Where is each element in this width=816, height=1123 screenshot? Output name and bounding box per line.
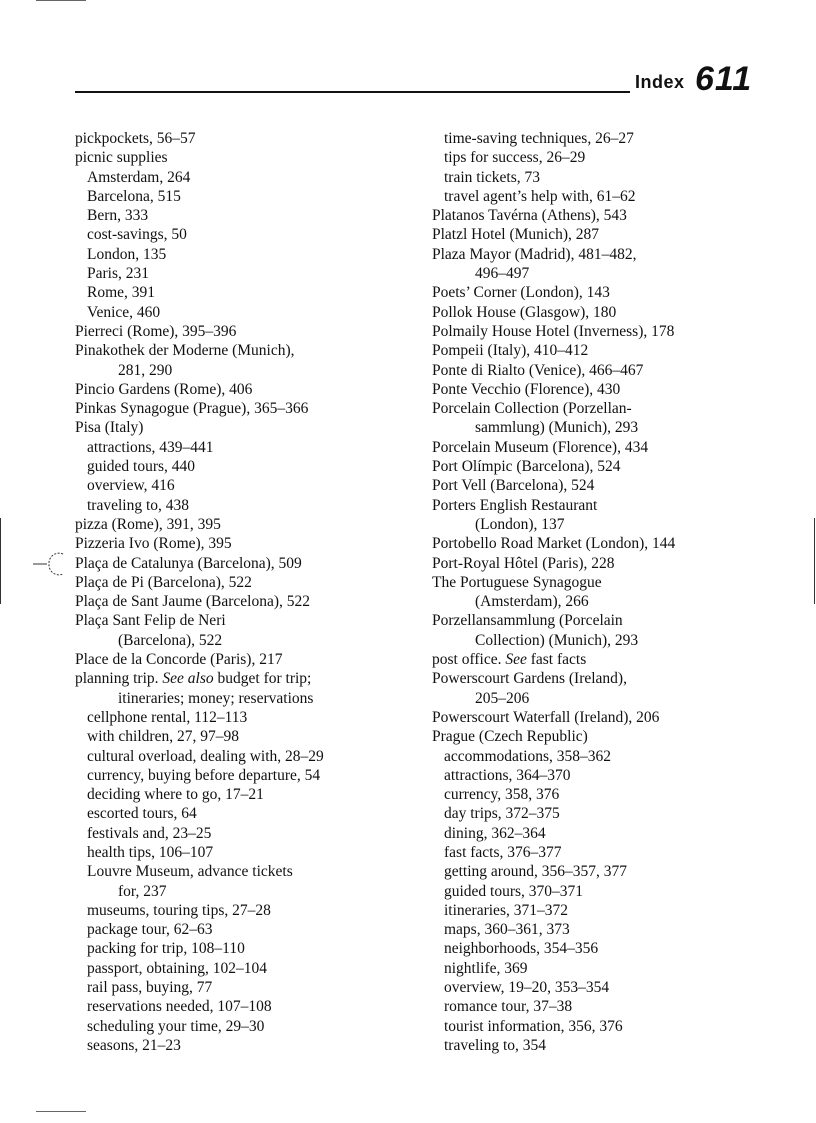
index-entry: The Portuguese Synagogue [432,573,602,591]
index-subentry: with children, 27, 97–98 [87,728,239,746]
index-subentry: escorted tours, 64 [87,805,197,823]
index-subentry: passport, obtaining, 102–104 [87,959,267,977]
index-entry: Portobello Road Market (London), 144 [432,535,676,553]
index-subentry: festivals and, 23–25 [87,824,212,842]
index-entry: Powerscourt Waterfall (Ireland), 206 [432,708,660,726]
index-subentry: travel agent’s help with, 61–62 [444,187,636,205]
index-subentry: Bern, 333 [87,207,149,225]
index-subentry: neighborhoods, 354–356 [444,940,599,958]
crop-mark-bottom [36,1111,86,1112]
index-entry-continuation: sammlung) (Munich), 293 [475,419,639,437]
index-subentry: itineraries, 371–372 [444,901,568,919]
index-subentry: overview, 416 [87,477,175,495]
index-entry: Pisa (Italy) [75,419,144,437]
index-subentry: cellphone rental, 112–113 [87,708,248,726]
index-entry: post office. See fast facts [432,651,587,669]
index-entry: Ponte Vecchio (Florence), 430 [432,380,621,398]
index-entry: Plaça Sant Felip de Neri [75,612,226,630]
index-entry: Plaza Mayor (Madrid), 481–482, [432,245,637,263]
index-entry: Pollok House (Glasgow), 180 [432,303,617,321]
index-subentry: time-saving techniques, 26–27 [444,130,634,147]
index-entry: Powerscourt Gardens (Ireland), [432,670,627,688]
index-entry-continuation: Collection) (Munich), 293 [475,631,639,649]
index-subentry: nightlife, 369 [444,959,528,977]
page-number: 611 [695,60,753,98]
index-subentry: cost-savings, 50 [87,226,187,244]
index-entry: Platanos Tavérna (Athens), 543 [432,207,627,225]
index-subentry: train tickets, 73 [444,168,540,186]
index-subentry: reservations needed, 107–108 [87,998,272,1016]
index-subentry: accommodations, 358–362 [444,747,612,765]
index-entry: planning trip. See also budget for trip; [75,670,312,688]
index-entry: Port-Royal Hôtel (Paris), 228 [432,554,615,572]
index-subentry: rail pass, buying, 77 [87,979,213,997]
index-subentry: dining, 362–364 [444,824,546,842]
index-entry: Ponte di Rialto (Venice), 466–467 [432,361,644,379]
index-subentry: scheduling your time, 29–30 [87,1017,265,1035]
index-subentry: Barcelona, 515 [87,187,181,205]
index-entry: Pinakothek der Moderne (Munich), [75,342,295,360]
index-subentry: day trips, 372–375 [444,805,560,823]
index-entry: Place de la Concorde (Paris), 217 [75,651,283,669]
index-entry-continuation: for, 237 [118,882,167,900]
index-subentry: museums, touring tips, 27–28 [87,901,271,919]
index-entry-continuation: (Amsterdam), 266 [475,593,589,611]
index-entry-continuation: 496–497 [475,265,530,283]
index-entry: Port Vell (Barcelona), 524 [432,477,595,495]
index-subentry: attractions, 364–370 [444,766,571,784]
index-subentry: traveling to, 438 [87,496,190,514]
header-rule [75,91,630,93]
index-subentry: tips for success, 26–29 [444,149,586,167]
index-entry-continuation: 281, 290 [118,361,173,379]
index-subentry: package tour, 62–63 [87,921,213,939]
index-column-left [75,129,420,1055]
index-entry: Prague (Czech Republic) [432,728,588,746]
index-entry: Pinkas Synagogue (Prague), 365–366 [75,400,309,418]
index-subentry: getting around, 356–357, 377 [444,863,627,881]
index-entry: pizza (Rome), 391, 395 [75,515,221,533]
index-subentry: romance tour, 37–38 [444,998,573,1016]
index-entry: Plaça de Pi (Barcelona), 522 [75,573,252,591]
index-subentry: guided tours, 370–371 [444,882,584,900]
index-subentry: Rome, 391 [87,284,156,302]
index-subentry: seasons, 21–23 [87,1036,181,1054]
index-subentry: Amsterdam, 264 [87,168,191,186]
margin-mark-left [0,518,1,604]
index-entry: Polmaily House Hotel (Inverness), 178 [432,322,675,340]
index-entry: Plaça de Catalunya (Barcelona), 509 [75,554,302,572]
index-subentry: cultural overload, dealing with, 28–29 [87,747,324,765]
index-subentry: currency, 358, 376 [444,786,560,804]
index-entry-continuation: 205–206 [475,689,530,707]
index-subentry: Venice, 460 [87,303,161,321]
index-entry: Porcelain Collection (Porzellan- [432,400,632,418]
index-column-right [432,129,802,1055]
index-entry: Porzellansammlung (Porcelain [432,612,623,630]
index-entry-continuation: (London), 137 [475,515,565,533]
index-entry: Platzl Hotel (Munich), 287 [432,226,600,244]
index-subentry: tourist information, 356, 376 [444,1017,623,1035]
index-entry: Pierreci (Rome), 395–396 [75,322,237,340]
index-subentry: health tips, 106–107 [87,843,214,861]
index-subentry: maps, 360–361, 373 [444,921,570,939]
index-subentry: packing for trip, 108–110 [87,940,245,958]
index-subentry: attractions, 439–441 [87,438,214,456]
index-subentry: guided tours, 440 [87,458,196,476]
index-entry-continuation: itineraries; money; reservations [118,689,314,707]
index-subentry: Louvre Museum, advance tickets [87,863,293,881]
index-entry: Poets’ Corner (London), 143 [432,284,610,302]
index-entry: Port Olímpic (Barcelona), 524 [432,458,621,476]
registration-mark [33,552,73,582]
index-subentry: fast facts, 376–377 [444,843,562,861]
index-subentry: traveling to, 354 [444,1036,547,1054]
index-entry: Porcelain Museum (Florence), 434 [432,438,649,456]
index-entry-continuation: (Barcelona), 522 [118,631,223,649]
running-head-label: Index [635,72,685,92]
margin-mark-right [814,518,815,604]
index-subentry: overview, 19–20, 353–354 [444,979,610,997]
index-entry: Pompeii (Italy), 410–412 [432,342,589,360]
index-subentry: currency, buying before departure, 54 [87,766,321,784]
index-entry: pickpockets, 56–57 [75,130,196,147]
index-entry: Porters English Restaurant [432,496,598,514]
index-entry: Plaça de Sant Jaume (Barcelona), 522 [75,593,310,611]
index-entry: Pizzeria Ivo (Rome), 395 [75,535,232,553]
index-subentry: deciding where to go, 17–21 [87,786,264,804]
index-subentry: London, 135 [87,245,167,263]
index-subentry: Paris, 231 [87,265,149,283]
page-header [0,0,816,110]
index-entry: Pincio Gardens (Rome), 406 [75,380,253,398]
index-entry: picnic supplies [75,149,168,167]
